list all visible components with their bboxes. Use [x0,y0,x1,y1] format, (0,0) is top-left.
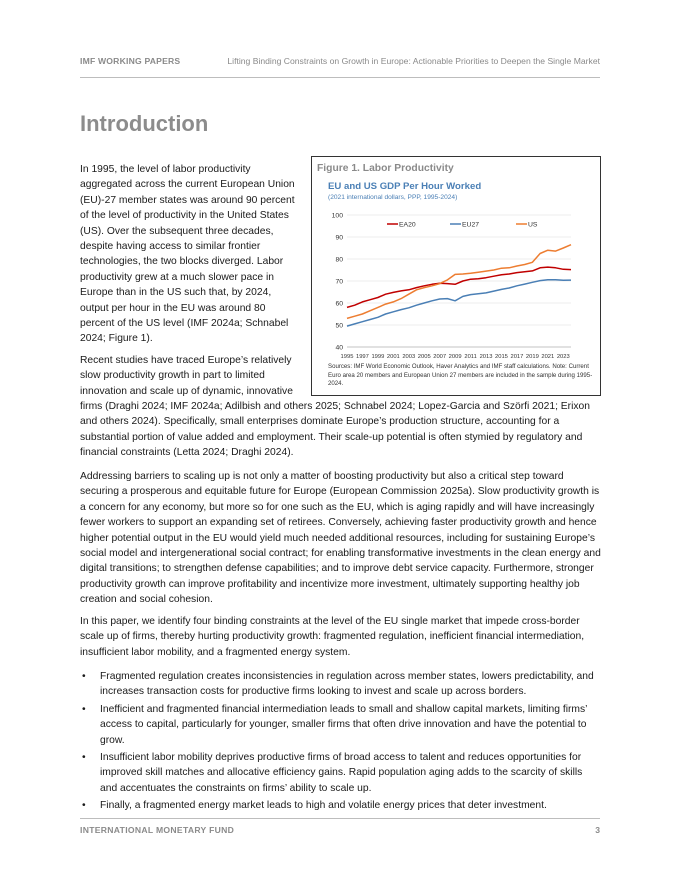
footer-organization: INTERNATIONAL MONETARY FUND [80,825,235,835]
page-number: 3 [595,825,600,835]
x-tick-label: 2007 [433,354,447,360]
bullet-marker: • [82,671,86,682]
x-tick-label: 1995 [340,354,354,360]
figure-1-box [311,156,601,396]
list-item [80,750,602,796]
labor-productivity-line-chart [312,205,602,365]
x-tick-label: 1999 [371,354,385,360]
constraints-list [80,669,602,816]
x-tick-label: 2023 [556,354,570,360]
series-line-ea20 [347,267,571,307]
y-tick-label: 40 [335,344,343,352]
legend-label-ea20: EA20 [399,221,416,229]
y-tick-label: 100 [331,212,343,220]
section-title: Introduction [80,111,209,136]
list-item-text: Inefficient and fragmented financial intermediation leads to small and shallow capital markets, limiting firms’ access to capital, particularly for younger, smaller firms that often drive innovation and have the potential to grow. [100,703,588,746]
footer-divider [80,818,600,819]
list-item [80,669,602,700]
header-divider [80,77,600,78]
paragraph-barriers: Addressing barriers to scaling up is not only a matter of boosting productivity but also a critical step toward securing a prosperous and equitable future for Europe (European Commission 2025a). Slow productivity growth is a concern for any economy, but more so for one such as the EU, which is aging rapidly and will have increasingly fewer workers to support an expanding set of retirees. Conversely, achieving faster productivity growth and hence higher potential output in the EU would yield much needed additional resources, including for sustaining Europe’s social model and intergenerational social contract; for enabling transformative investments in the clean energy and digital transitions; to strengthen defense capabilities; and to improve debt service capacity. Furthermore, stronger productivity growth can improve profitability and incentivize more investment, ultimately supporting healthy job creation and social cohesion. [80,471,601,606]
bullet-marker: • [82,703,86,715]
bullet-marker: • [82,752,86,764]
paragraph-studies-continued: firms (Draghi 2024; IMF 2024a; Adilbish and others 2025; Schnabel 2024; Lopez-Garcia and Szörfi 2021; Erixon and others 2024). Specifically, small enterprises dominate Europe’s production structure, accounting for a substantial portion of value added and employment. Their scale-up potential is often stymied by regulatory and financial constraints (Letta 2024; Draghi 2024). [80,401,590,459]
y-tick-label: 80 [335,256,343,264]
x-tick-label: 2001 [386,354,400,360]
y-tick-label: 60 [335,300,343,308]
x-tick-label: 2019 [525,354,539,360]
legend-label-us: US [528,221,538,229]
legend-label-eu27: EU27 [462,221,480,229]
paragraph-constraints: In this paper, we identify four binding constraints at the level of the EU single market that impede cross-border scale up of firms, thereby hurting productivity growth: fragmented regulation, inefficient financial intermediation, insufficient labor mobility, and a fragmented energy system. [80,616,585,658]
list-item-text: Insufficient labor mobility deprives productive firms of broad access to talent and reduces opportunities for improved skill matches and allocative efficiency gains. Rapid population aging adds to the scarcity of skills and accentuates the constraints on firms’ ability to scale up. [100,752,583,794]
bullet-marker: • [82,800,86,812]
figure-label: Figure 1. Labor Productivity [317,163,454,174]
x-tick-label: 2021 [541,354,555,360]
x-tick-label: 2015 [495,354,508,360]
y-tick-label: 50 [335,322,343,330]
list-item-text: Fragmented regulation creates inconsistencies in regulation across member states, lowers predictability, and increases transaction costs for productive firms looking to invest and scale up across borders. [100,671,594,698]
x-tick-label: 2017 [510,354,524,360]
y-tick-label: 70 [335,278,343,286]
list-item-text: Finally, a fragmented energy market leads to high and volatile energy prices that deter investment. [100,800,547,812]
x-tick-label: 2013 [479,354,493,360]
x-tick-label: 2005 [417,354,431,360]
figure-source-note: Sources: IMF World Economic Outlook, Haver Analytics and IMF staff calculations. Note: Current Euro area 20 members and European Union 27 members are included in the sample during 1995-2024. [328,363,593,388]
x-tick-label: 2003 [402,354,416,360]
chart-subtitle: (2021 international dollars, PPP, 1995-2024) [328,194,458,201]
chart-title: EU and US GDP Per Hour Worked [328,181,482,192]
paragraph-intro: In 1995, the level of labor productivity aggregated across the current European Union (EU)-27 member states was around 90 percent of the level of productivity in the United States (US). Over the subsequent three decades, despite having access to similar frontier technologies, the two blocks diverged. Labor productivity grew at a much slower pace in Europe than in the US such that, by 2024, output per hour in the EU was around 80 percent of the US level (IMF 2024a; Schnabel 2024; Figure 1). [80,164,295,345]
list-item [80,798,602,813]
x-tick-label: 2009 [448,354,462,360]
x-tick-label: 2011 [464,354,477,360]
running-header-title: Lifting Binding Constraints on Growth in Europe: Actionable Priorities to Deepen the Single Market [227,56,600,66]
y-tick-label: 90 [335,234,343,242]
paragraph-studies-start: Recent studies have traced Europe’s relatively slow productivity growth in part to limited innovation and scale up of dynamic, innovative [80,355,293,397]
x-tick-label: 1997 [355,354,369,360]
running-header-series: IMF WORKING PAPERS [80,56,181,66]
list-item [80,702,602,748]
